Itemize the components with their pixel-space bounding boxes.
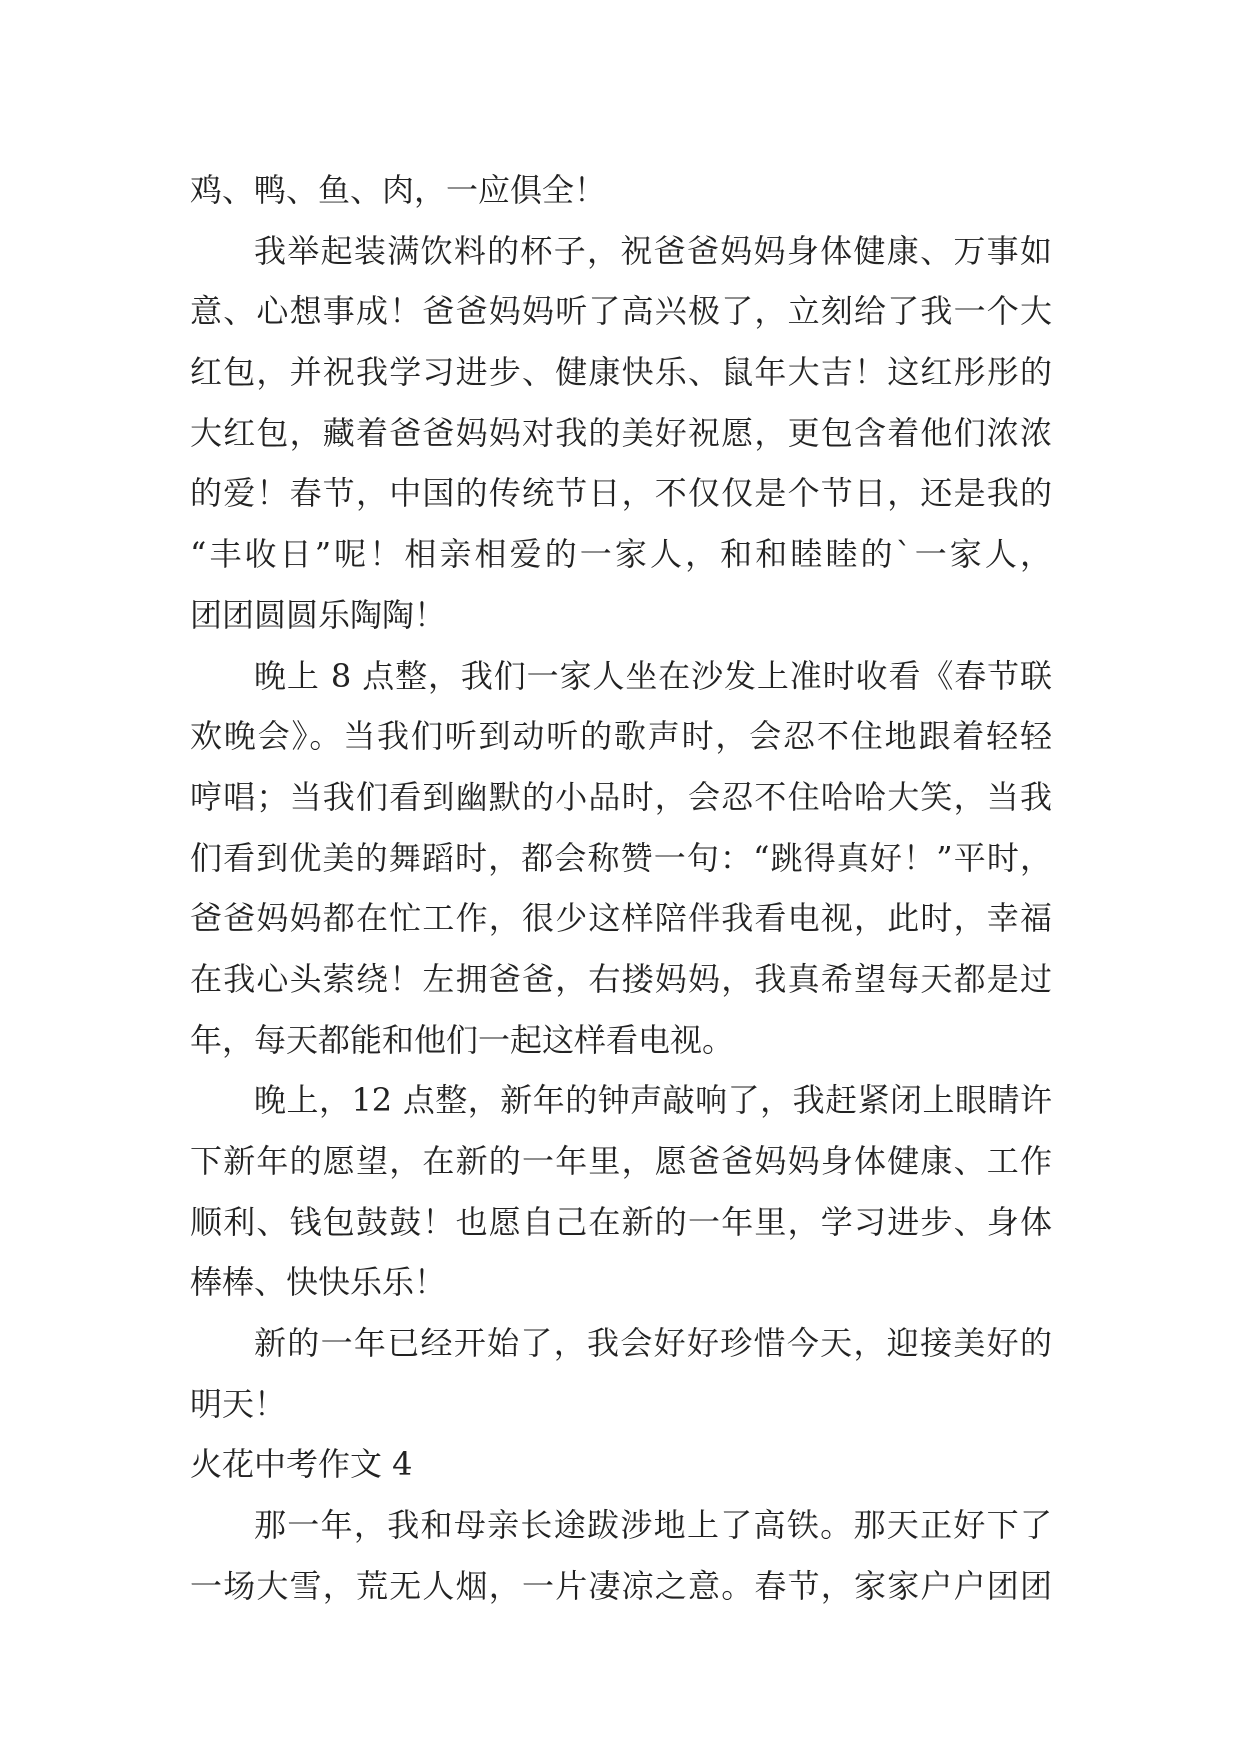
paragraph-line: 的爱！春节，中国的传统节日，不仅仅是个节日，还是我的 [190, 474, 1052, 513]
paragraph-line: 爸爸妈妈都在忙工作，很少这样陪伴我看电视，此时，幸福 [190, 899, 1052, 938]
paragraph-line: 晚上 8 点整，我们一家人坐在沙发上准时收看《春节联 [254, 656, 1052, 695]
paragraph-line: 明天！ [190, 1384, 287, 1423]
paragraph-line: “丰收日”呢！相亲相爱的一家人，和和睦睦的`一家人， [190, 535, 1052, 574]
paragraph-line: 那一年，我和母亲长途跋涉地上了高铁。那天正好下了 [254, 1506, 1052, 1545]
paragraph-line: 一场大雪，荒无人烟，一片凄凉之意。春节，家家户户团团 [190, 1566, 1052, 1605]
paragraph-line: 下新年的愿望，在新的一年里，愿爸爸妈妈身体健康、工作 [190, 1142, 1052, 1180]
paragraph-line: 团团圆圆乐陶陶！ [190, 595, 447, 634]
section-heading: 火花中考作文 4 [190, 1445, 413, 1484]
paragraph-line: 晚上，12 点整，新年的钟声敲响了，我赶紧闭上眼睛许 [254, 1081, 1052, 1120]
paragraph-line: 棒棒、快快乐乐！ [190, 1263, 447, 1302]
paragraph-line: 顺利、钱包鼓鼓！也愿自己在新的一年里，学习进步、身体 [190, 1202, 1052, 1241]
paragraph-line: 红包，并祝我学习进步、健康快乐、鼠年大吉！这红彤彤的 [190, 353, 1052, 392]
paragraph-line: 们看到优美的舞蹈时，都会称赞一句：“跳得真好！”平时， [190, 838, 1052, 877]
paragraph-line: 我举起装满饮料的杯子，祝爸爸妈妈身体健康、万事如 [254, 231, 1052, 270]
paragraph-line: 新的一年已经开始了，我会好好珍惜今天，迎接美好的 [254, 1324, 1052, 1363]
paragraph-line: 年，每天都能和他们一起这样看电视。 [190, 1020, 735, 1059]
paragraph-line: 哼唱；当我们看到幽默的小品时，会忍不住哈哈大笑，当我 [190, 777, 1052, 816]
paragraph-line: 大红包，藏着爸爸妈妈对我的美好祝愿，更包含着他们浓浓 [190, 413, 1052, 452]
paragraph-line: 欢晚会》。当我们听到动听的歌声时，会忍不住地跟着轻轻 [190, 717, 1052, 756]
paragraph-line: 意、心想事成！爸爸妈妈听了高兴极了，立刻给了我一个大 [190, 292, 1052, 331]
article-body [190, 160, 1052, 1617]
paragraph-line: 在我心头萦绕！左拥爸爸，右搂妈妈，我真希望每天都是过 [190, 959, 1052, 998]
paragraph-line: 鸡、鸭、鱼、肉，一应俱全！ [190, 171, 607, 209]
